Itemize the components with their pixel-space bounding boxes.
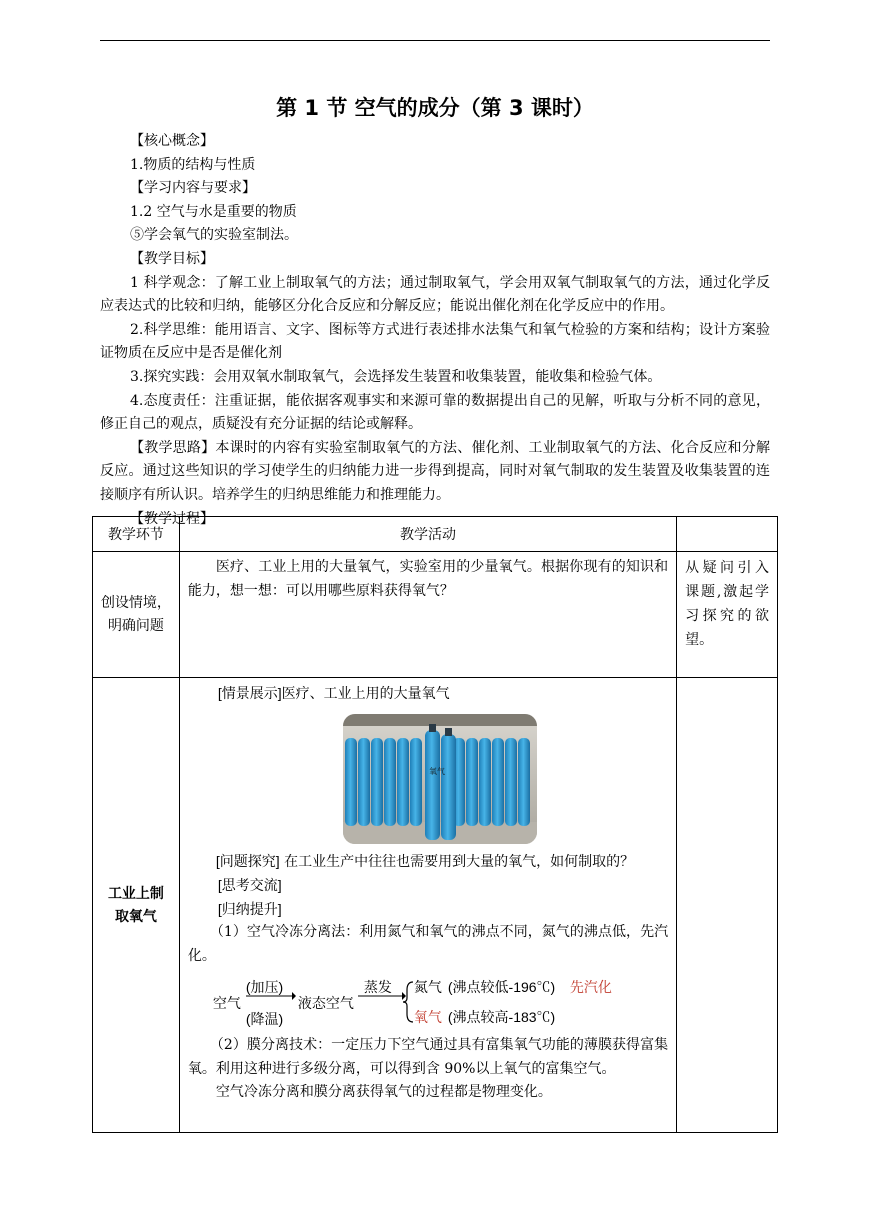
intro-paragraph: 【教学思路】本课时的内容有实验室制取氧气的方法、催化剂、工业制取氧气的方法、化合反应和分解反应。通过这些知识的学习使学生的归纳能力进一步得到提高，同时对氧气制取的发生装置及收集装置的连接顺序有所认识。培养学生的归纳思维能力和推理能力。 (100, 439, 770, 503)
intro-paragraph: 1.物质的结构与性质 (130, 156, 256, 173)
summary-label: [归纳提升] (217, 900, 282, 917)
stage-text: 工业上制取氧气 (107, 885, 164, 924)
eq-liquid-air: 液态空气 (297, 995, 354, 1011)
page-title: 第 1 节 空气的成分（第 3 课时） (276, 96, 594, 120)
arrow-icon (244, 988, 296, 1008)
activity-text: 医疗、工业上用的大量氧气，实验室用的少量氧气。根据你现有的知识和能力，想一想：可以用哪些原料获得氧气？ (187, 559, 669, 599)
question-text: 在工业生产中往往也需要用到大量的氧气，如何制取的？ (284, 853, 635, 870)
intro-paragraph: 【教学目标】 (130, 250, 214, 267)
eq-nitrogen-note: 先汽化 (569, 979, 612, 995)
intro-section (100, 130, 770, 531)
scene-label: [情景展示]医疗、工业上用的大量氧气 (217, 685, 450, 701)
activity-cell (179, 552, 676, 678)
eq-nitrogen-bp: (沸点较低-196℃) (447, 979, 556, 995)
separation-equation (188, 974, 668, 1030)
header-rule (100, 40, 770, 41)
header-activity: 教学活动 (179, 517, 676, 552)
question-paragraph (188, 850, 668, 875)
table-header-row (93, 517, 778, 552)
intro-paragraph: ⑤学会氧气的实验室制法。 (130, 227, 298, 244)
eq-nitrogen: 氮气 (413, 979, 442, 995)
brace-icon (402, 980, 414, 1024)
header-note (677, 517, 778, 552)
intro-paragraph: 【教学过程】 (130, 510, 214, 527)
eq-evaporate: 蒸发 (363, 979, 392, 995)
eq-oxygen: 氧气 (413, 1009, 442, 1025)
eq-air: 空气 (212, 995, 241, 1011)
stage-cell (93, 552, 180, 678)
arrow-icon (356, 988, 406, 1008)
eq-condition-top: (加压) (245, 979, 284, 995)
activity-content (180, 678, 676, 1105)
note-cell (677, 678, 778, 1133)
method-1-text: （1）空气冷冻分离法：利用氮气和氧气的沸点不同，氮气的沸点低，先汽化。 (187, 924, 669, 964)
stage-text: 创设情境，明确问题 (100, 594, 171, 634)
eq-condition-bottom: (降温) (245, 1011, 284, 1027)
intro-paragraph: 2.科学思维：能用语言、文字、图标等方式进行表述排水法集气和氧气检验的方案和结构；设计方案验证物质在反应中是否是催化剂 (100, 321, 770, 362)
intro-paragraph: 3.探究实践：会用双氧水制取氧气，会选择发生装置和收集装置，能收集和检验气体。 (130, 368, 662, 385)
table-row (93, 552, 778, 678)
note-cell (677, 552, 778, 678)
oxygen-cylinders-photo (343, 714, 537, 844)
teaching-process-table (92, 516, 778, 1133)
intro-paragraph: 1 科学观念：了解工业上制取氧气的方法；通过制取氧气，学会用双氧气制取氧气的方法，通过化学反应表达式的比较和归纳，能够区分化合反应和分解反应；能说出催化剂在化学反应中的作用。 (100, 274, 770, 315)
activity-cell (179, 678, 676, 1133)
intro-paragraph: 4.态度责任：注重证据，能依据客观事实和来源可靠的数据提出自己的见解，听取与分析不同的意见，修正自己的观点，质疑没有充分证据的结论或解释。 (100, 392, 770, 433)
table-row (93, 678, 778, 1133)
note-text: 从疑问引入课题,激起学习探究的欲望。 (685, 560, 769, 648)
conclusion-text: 空气冷冻分离和膜分离获得氧气的过程都是物理变化。 (215, 1084, 552, 1100)
header-stage: 教学环节 (93, 517, 180, 552)
eq-oxygen-bp: (沸点较高-183℃) (447, 1009, 556, 1025)
intro-paragraph: 【核心概念】 (130, 133, 214, 149)
stage-cell (93, 678, 180, 1133)
intro-paragraph: 【学习内容与要求】 (130, 180, 256, 197)
cylinder-label: 氧气 (429, 766, 445, 776)
intro-paragraph: 1.2 空气与水是重要的物质 (130, 203, 297, 220)
think-label: [思考交流] (217, 877, 282, 893)
method-2-text: （2）膜分离技术：一定压力下空气通过具有富集氧气功能的薄膜获得富集氧。利用这种进行多级分离，可以得到含 90%以上氧气的富集空气。 (187, 1037, 669, 1077)
question-label: [问题探究] (215, 852, 280, 869)
